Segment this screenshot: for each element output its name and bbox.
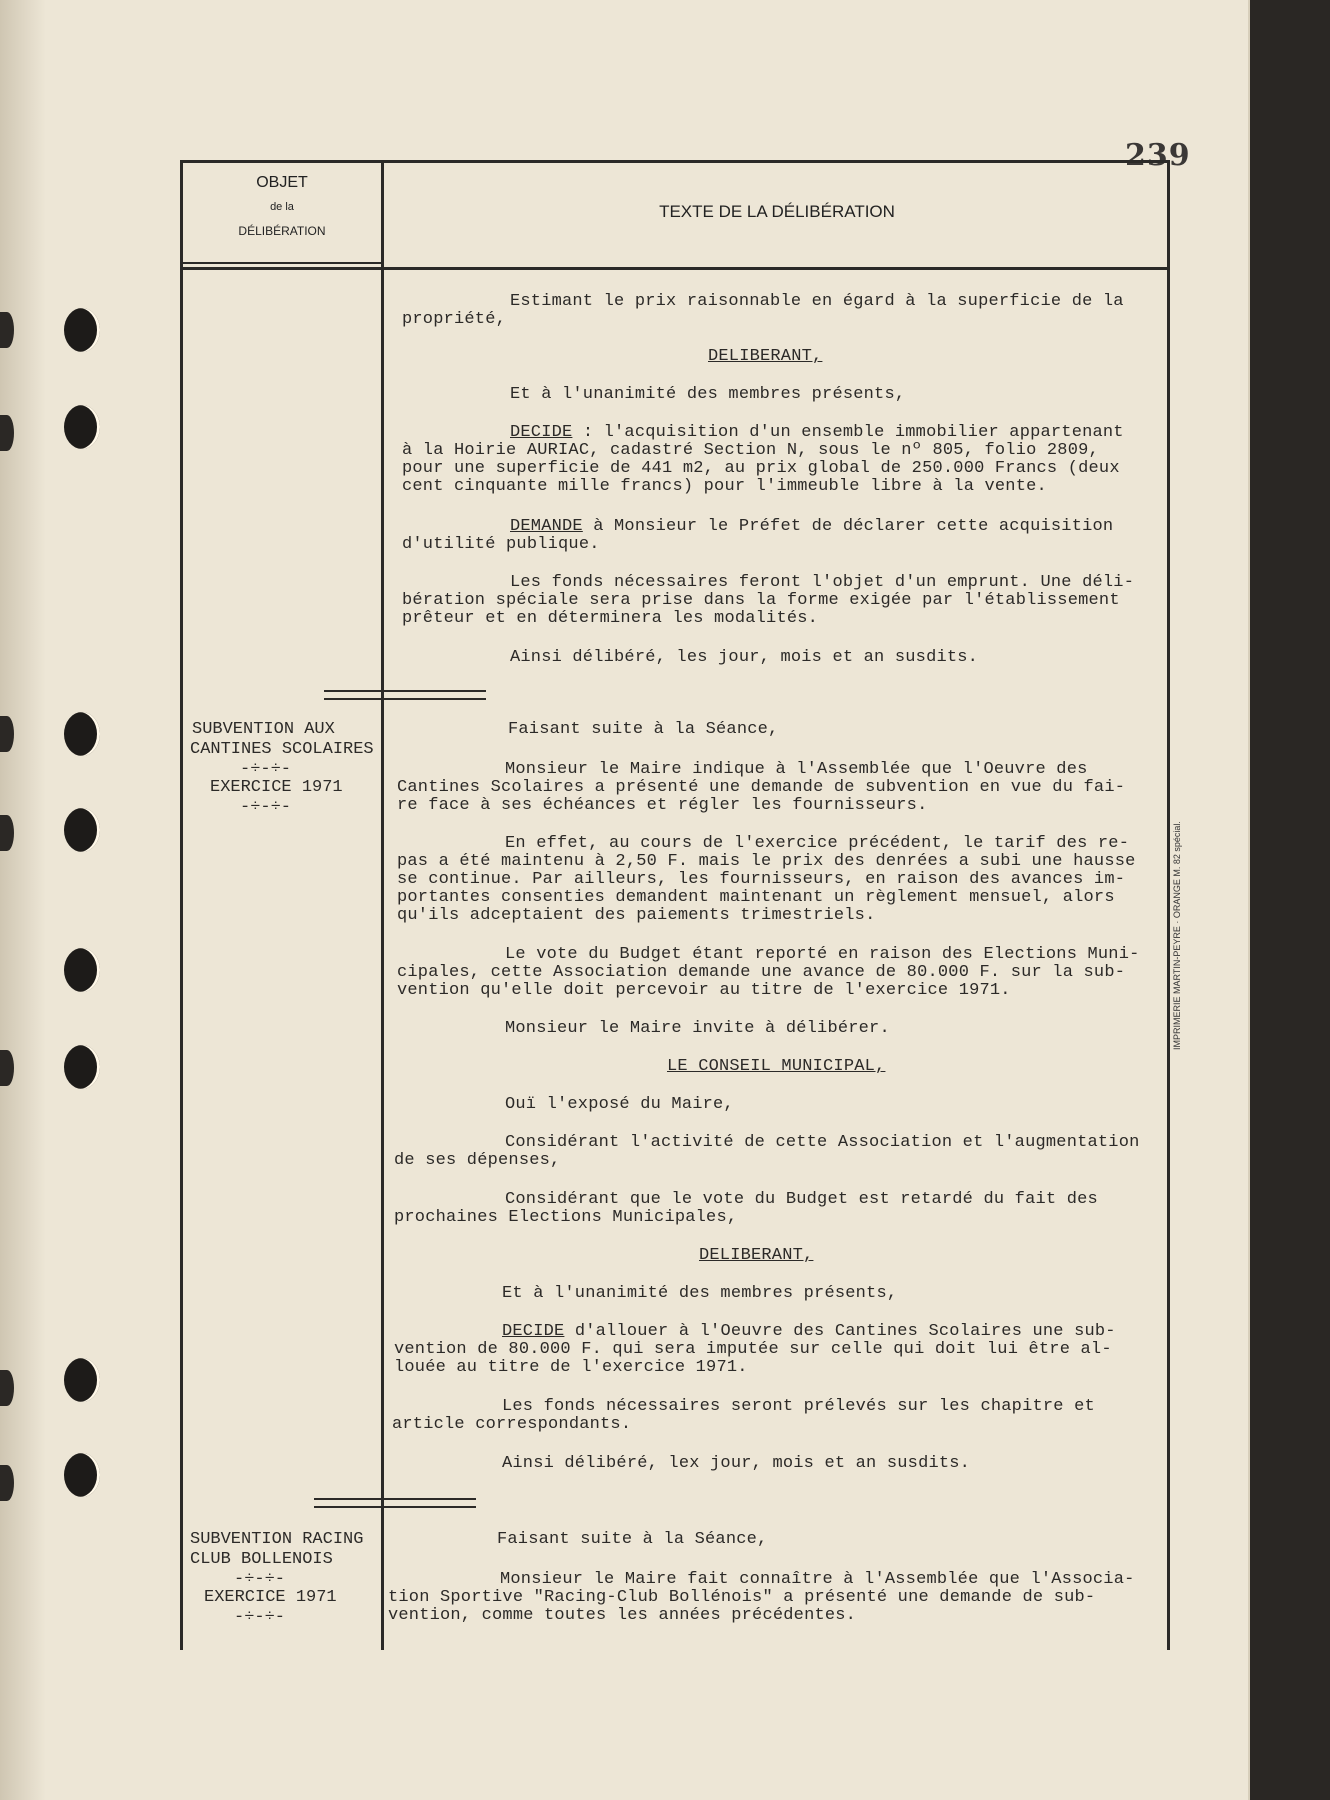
binder-hole xyxy=(64,1453,100,1497)
body-line: Et à l'unanimité des membres présents, xyxy=(510,385,906,404)
body-line: tion Sportive "Racing-Club Bollénois" a présenté une demande de sub- xyxy=(388,1588,1096,1607)
body-line: prêteur et en déterminera les modalités. xyxy=(402,609,819,628)
body-line: Les fonds nécessaires seront prélevés sur les chapitre et xyxy=(502,1397,1095,1416)
body-line: En effet, au cours de l'exercice précédent, le tarif des re- xyxy=(505,834,1130,853)
binder-hole xyxy=(64,712,100,756)
body-line: Monsieur le Maire invite à délibérer. xyxy=(505,1019,890,1038)
body-line: bération spéciale sera prise dans la forme exigée par l'établissement xyxy=(402,591,1120,610)
binder-hole-edge xyxy=(0,1465,14,1501)
subject-exercise: EXERCICE 1971 xyxy=(204,1588,337,1607)
body-text: : l'acquisition d'un ensemble immobilier appartenant xyxy=(572,423,1124,442)
page-number: 239 xyxy=(1125,138,1191,173)
binder-hole-edge xyxy=(0,415,14,451)
subject-exercise: EXERCICE 1971 xyxy=(210,778,343,797)
body-line xyxy=(502,1322,1116,1341)
body-line: louée au titre de l'exercice 1971. xyxy=(394,1358,748,1377)
header-objet-line2: de la xyxy=(270,201,294,213)
header-objet-line1: OBJET xyxy=(256,174,308,191)
decide-label: DECIDE xyxy=(510,423,573,442)
body-line: Monsieur le Maire indique à l'Assemblée que l'Oeuvre des xyxy=(505,760,1088,779)
binder-hole-edge xyxy=(0,716,14,752)
binder-hole xyxy=(64,405,100,449)
body-line xyxy=(510,517,1113,536)
body-line: portantes consenties demandent maintenant un règlement mensuel, alors xyxy=(397,888,1115,907)
subject-title: SUBVENTION AUX xyxy=(192,720,335,739)
demande-label: DEMANDE xyxy=(510,517,583,536)
body-line: à la Hoirie AURIAC, cadastré Section N, sous le nº 805, folio 2809, xyxy=(402,441,1099,460)
body-line: vention, comme toutes les années précédentes. xyxy=(388,1606,857,1625)
binder-hole-edge xyxy=(0,1050,14,1086)
column-divider xyxy=(381,160,384,1650)
header-rule-double xyxy=(182,262,381,264)
body-line: cipales, cette Association demande une avance de 80.000 F. sur la sub- xyxy=(397,963,1126,982)
conseil-heading: LE CONSEIL MUNICIPAL, xyxy=(667,1057,886,1076)
body-line: Ainsi délibéré, lex jour, mois et an susdits. xyxy=(502,1454,971,1473)
body-line: Considérant que le vote du Budget est retardé du fait des xyxy=(505,1190,1098,1209)
body-line: Ainsi délibéré, les jour, mois et an susdits. xyxy=(510,648,979,667)
subject-title: SUBVENTION RACING xyxy=(190,1530,364,1549)
subject-separator: -÷-÷- xyxy=(240,798,292,817)
body-line: prochaines Elections Municipales, xyxy=(394,1208,738,1227)
body-line: pas a été maintenu à 2,50 F. mais le prix des denrées a subi une hausse xyxy=(397,852,1136,871)
body-line: qu'ils adceptaient des paiements trimestriels. xyxy=(397,906,876,925)
subject-title: CANTINES SCOLAIRES xyxy=(190,740,374,759)
body-line: Le vote du Budget étant reporté en raison des Elections Muni- xyxy=(505,945,1140,964)
body-line: Monsieur le Maire fait connaître à l'Assemblée que l'Associa- xyxy=(500,1570,1135,1589)
body-line: Considérant l'activité de cette Association et l'augmentation xyxy=(505,1133,1140,1152)
body-line: pour une superficie de 441 m2, au prix global de 250.000 Francs (deux xyxy=(402,459,1120,478)
binder-hole xyxy=(64,1358,100,1402)
subject-title: CLUB BOLLENOIS xyxy=(190,1550,333,1569)
body-line: Ouï l'exposé du Maire, xyxy=(505,1095,734,1114)
subject-separator: -÷-÷- xyxy=(234,1570,286,1589)
body-line: Cantines Scolaires a présenté une demande de subvention en vue du fai- xyxy=(397,778,1126,797)
binder-hole xyxy=(64,948,100,992)
body-line: se continue. Par ailleurs, les fournisseurs, en raison des avances im- xyxy=(397,870,1126,889)
binder-hole-edge xyxy=(0,815,14,851)
body-line: re face à ses échéances et régler les fournisseurs. xyxy=(397,796,928,815)
subject-separator: -÷-÷- xyxy=(240,760,292,779)
subject-separator: -÷-÷- xyxy=(234,1608,286,1627)
deliberant-heading: DELIBERANT, xyxy=(708,347,823,366)
page-edge-shadow xyxy=(0,0,46,1800)
binder-hole xyxy=(64,808,100,852)
body-line: Estimant le prix raisonnable en égard à la superficie de la xyxy=(510,292,1124,311)
body-text: à Monsieur le Préfet de déclarer cette acquisition xyxy=(582,517,1114,536)
body-line: propriété, xyxy=(402,310,507,329)
printer-imprint: IMPRIMERIE MARTIN-PEYRE · ORANGE M. 82 spécial. xyxy=(1172,821,1182,1050)
header-texte: TEXTE DE LA DÉLIBÉRATION xyxy=(659,202,895,221)
deliberant-heading: DELIBERANT, xyxy=(699,1246,814,1265)
body-line: vention de 80.000 F. qui sera imputée sur celle qui doit lui être al- xyxy=(394,1340,1112,1359)
body-line: Les fonds nécessaires feront l'objet d'un emprunt. Une déli- xyxy=(510,573,1135,592)
section-separator xyxy=(324,690,486,700)
header-objet-line3: DÉLIBÉRATION xyxy=(238,224,326,238)
body-line: Faisant suite à la Séance, xyxy=(508,720,779,739)
binder-hole xyxy=(64,1045,100,1089)
body-line xyxy=(510,423,1124,442)
binder-hole xyxy=(64,308,100,352)
body-text: d'allouer à l'Oeuvre des Cantines Scolaires une sub- xyxy=(564,1322,1116,1341)
body-line: de ses dépenses, xyxy=(394,1151,561,1170)
binder-hole-edge xyxy=(0,312,14,348)
body-line: Et à l'unanimité des membres présents, xyxy=(502,1284,898,1303)
header-objet xyxy=(184,170,380,244)
binder-hole-edge xyxy=(0,1370,14,1406)
header-rule xyxy=(180,267,1170,270)
decide-label: DECIDE xyxy=(502,1322,565,1341)
section-separator xyxy=(314,1498,476,1508)
body-line: vention qu'elle doit percevoir au titre de l'exercice 1971. xyxy=(397,981,1011,1000)
body-line: article correspondants. xyxy=(392,1415,632,1434)
body-line: d'utilité publique. xyxy=(402,535,600,554)
body-line: cent cinquante mille francs) pour l'immeuble libre à la vente. xyxy=(402,477,1047,496)
body-line: Faisant suite à la Séance, xyxy=(497,1530,768,1549)
